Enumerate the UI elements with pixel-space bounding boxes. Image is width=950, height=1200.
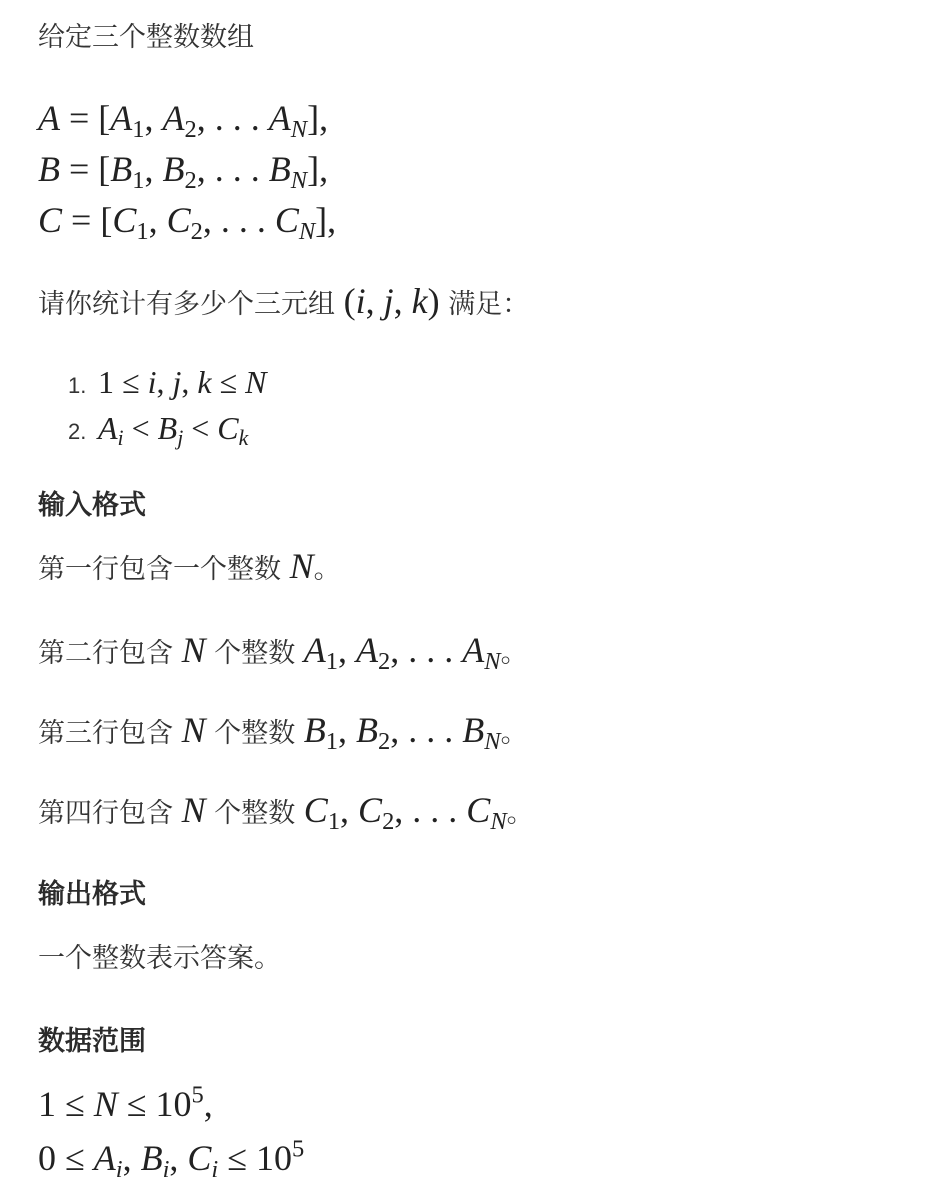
period: 。	[506, 798, 534, 829]
array-b-formula: $B = [B_1$, $B_2$, . . . $B_N$],	[38, 149, 329, 194]
data-range-line-1: $1 \le N \le 10^5$,	[38, 1081, 213, 1124]
question-after: 满足：	[448, 289, 530, 320]
intro-text: 给定三个整数数组	[38, 22, 254, 53]
condition-number: 2.	[68, 419, 87, 444]
question-before: 请你统计有多少个三元组	[38, 289, 335, 320]
array-a-formula: $A = [A_1$, $A_2$, . . . $A_N$],	[38, 98, 329, 143]
period: 。	[500, 638, 528, 669]
input-line-text: 第四行包含	[38, 798, 173, 829]
input-line-text: 个整数	[214, 798, 296, 829]
array-b-elements-formula: $B_1$, $B_2$, . . . $B_N$	[303, 710, 501, 755]
condition-item-1	[68, 366, 266, 403]
data-range-heading: 数据范围	[38, 1026, 146, 1057]
input-line-4	[38, 790, 534, 835]
input-line-3	[38, 710, 528, 755]
condition-formula: 1 ≤ i, j, k ≤ N	[98, 364, 267, 400]
period: 。	[500, 718, 528, 749]
condition-item-2	[68, 412, 248, 449]
period: 。	[313, 554, 341, 585]
input-line-text: 第二行包含	[38, 638, 173, 669]
array-c-formula: $C = [C_1$, $C_2$, . . . $C_N$],	[38, 200, 337, 245]
array-a-elements-formula: $A_1$, $A_2$, . . . $A_N$	[303, 630, 501, 675]
input-line-text: 第一行包含一个整数	[38, 554, 281, 585]
data-range-line-2: $0 \le A_i$, $B_i$, $C_i \le 10^5$	[38, 1135, 305, 1183]
condition-formula: $A_i < B_j < C_k$	[98, 410, 249, 451]
n-formula: N	[181, 790, 206, 830]
input-line-text: 第三行包含	[38, 718, 173, 749]
input-line-1	[38, 548, 341, 588]
input-format-heading: 输入格式	[38, 490, 146, 521]
input-line-2	[38, 630, 528, 675]
n-formula: N	[181, 630, 206, 670]
output-format-heading: 输出格式	[38, 879, 146, 910]
condition-number: 1.	[68, 373, 87, 398]
n-formula: N	[181, 710, 206, 750]
output-format-text: 一个整数表示答案。	[38, 943, 281, 974]
question-text	[38, 283, 529, 323]
input-line-text: 个整数	[214, 718, 296, 749]
array-c-elements-formula: $C_1$, $C_2$, . . . $C_N$	[303, 790, 507, 835]
n-formula: N	[289, 546, 314, 586]
input-line-text: 个整数	[214, 638, 296, 669]
triple-formula: (i, j, k)	[343, 281, 440, 321]
